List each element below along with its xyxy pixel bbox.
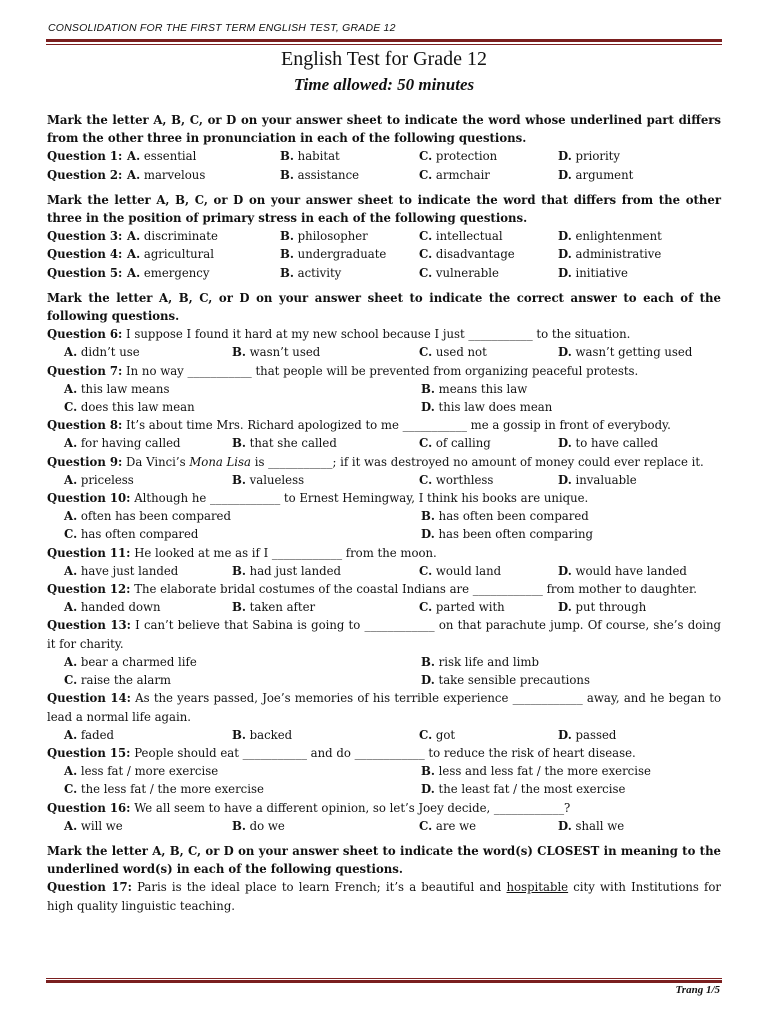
option-letter: D. (558, 818, 572, 833)
option-text: handed down (80, 600, 161, 615)
answer-option (421, 762, 721, 780)
question-stem-line (47, 544, 721, 562)
section3-questions (47, 325, 721, 835)
question-stem: It’s about time Mrs. Richard apologized to me ___________ me a gossip in front of everybody. (122, 418, 671, 433)
options-row (47, 780, 721, 798)
question-3 (47, 227, 721, 245)
option-letter: B. (232, 345, 246, 360)
option-letter: D. (558, 727, 572, 742)
option-text: activity (297, 265, 342, 280)
option-letter: B. (280, 247, 294, 262)
option-text: administrative (575, 247, 662, 262)
option-text: will we (80, 818, 123, 833)
option-text: intellectual (435, 229, 503, 244)
question-stem: The elaborate bridal costumes of the coastal Indians are ____________ from mother to daughter. (130, 582, 697, 597)
option-letter: A. (64, 654, 78, 669)
option-letter: B. (421, 654, 435, 669)
option-text: didn’t use (80, 345, 140, 360)
option-letter: B. (280, 149, 294, 164)
option-text: priority (575, 149, 620, 164)
option-text: put through (575, 600, 647, 615)
question-stem-line (47, 799, 721, 817)
answer-option (421, 653, 721, 671)
option-letter: A. (64, 381, 78, 396)
option-text: initiative (575, 265, 628, 280)
option-text: this law means (80, 381, 170, 396)
option-letter: D. (558, 600, 572, 615)
time-allowed: Time allowed: 50 minutes (293, 75, 475, 94)
option-letter: C. (419, 167, 433, 182)
answer-option (64, 671, 421, 689)
page-number: Trang 1/5 (675, 984, 720, 996)
question-stem-line (47, 325, 721, 343)
option-letter: A. (64, 509, 78, 524)
italic-title: Mona Lisa (189, 454, 252, 469)
option-text: valueless (249, 472, 305, 487)
question-17 (47, 878, 721, 914)
answer-option (232, 562, 419, 580)
option-letter: D. (558, 149, 572, 164)
option-text: protection (435, 149, 498, 164)
answer-option (232, 598, 419, 616)
option-letter: D. (558, 247, 572, 262)
question-label: Question 15: (47, 745, 131, 760)
option-letter: D. (421, 673, 435, 688)
section1-instruction: Mark the letter A, B, C, or D on your answer sheet to indicate the word whose underlined part differs from the other three in pronunciation in each of the following questions. (47, 113, 721, 146)
option-letter: A. (127, 265, 141, 280)
question-10 (47, 489, 721, 544)
question-stem: I can’t believe that Sabina is going to ____________ on that parachute jump. Of course, she’s doing it for charity. (47, 618, 721, 651)
option-text: argument (575, 167, 634, 182)
header-rule-thick (46, 39, 722, 42)
option-letter: B. (421, 764, 435, 779)
answer-option (232, 434, 419, 452)
question-label: Question 7: (47, 363, 123, 378)
option-text: this law does mean (438, 400, 553, 415)
answer-option (558, 817, 697, 835)
option-letter: D. (558, 229, 572, 244)
option-letter: C. (64, 527, 78, 542)
question-stem: As the years passed, Joe’s memories of his terrible experience ____________ away, and he began to lead a normal life again. (47, 691, 721, 724)
option-letter: C. (419, 727, 433, 742)
answer-option (232, 726, 419, 744)
question-label: Question 4: (47, 247, 123, 262)
option-text: armchair (435, 167, 490, 182)
option-text: habitat (297, 149, 340, 164)
option-letter: A. (64, 727, 78, 742)
option-text: parted with (435, 600, 505, 615)
answer-option (232, 343, 419, 361)
answer-option (558, 343, 697, 361)
option-text: that she called (249, 436, 337, 451)
section2-instruction: Mark the letter A, B, C, or D on your answer sheet to indicate the word that differs from the other three in the position of primary stress in each of the following questions. (47, 192, 721, 226)
option-letter: C. (419, 247, 433, 262)
option-letter: B. (280, 229, 294, 244)
question-4 (47, 245, 721, 263)
option-letter: C. (419, 472, 433, 487)
option-text: would land (435, 563, 502, 578)
option-letter: A. (64, 600, 78, 615)
footer-rule-thin (46, 978, 722, 979)
question-label: Question 5: (47, 265, 123, 280)
question-label: Question 1: (47, 149, 123, 164)
question-12 (47, 580, 721, 616)
option-text: has often been compared (438, 509, 589, 524)
option-text: the least fat / the most exercise (438, 782, 626, 797)
option-letter: C. (64, 782, 78, 797)
question-1 (47, 147, 721, 165)
option-text: do we (249, 818, 285, 833)
question-label: Question 14: (47, 691, 131, 706)
answer-option (419, 817, 558, 835)
options-row (47, 726, 721, 744)
answer-option (419, 598, 558, 616)
option-text: emergency (143, 265, 210, 280)
option-letter: C. (64, 400, 78, 415)
answer-option (419, 434, 558, 452)
options-row (47, 562, 721, 580)
option-letter: B. (232, 727, 246, 742)
option-text: philosopher (297, 229, 368, 244)
option-letter: D. (421, 782, 435, 797)
answer-option (419, 471, 558, 489)
question-label: Question 2: (47, 167, 123, 182)
answer-option (421, 398, 721, 416)
option-text: risk life and limb (438, 654, 539, 669)
question-stem-line (47, 580, 721, 598)
answer-option (64, 343, 232, 361)
question-11 (47, 544, 721, 580)
answer-option (232, 817, 419, 835)
question-label: Question 6: (47, 327, 123, 342)
option-text: wasn’t used (249, 345, 321, 360)
option-letter: A. (127, 167, 141, 182)
option-letter: A. (64, 563, 78, 578)
answer-option (64, 525, 421, 543)
question-label: Question 13: (47, 618, 131, 633)
answer-option (419, 343, 558, 361)
answer-option (558, 471, 697, 489)
answer-option (421, 671, 721, 689)
option-text: the less fat / the more exercise (80, 782, 264, 797)
question-label: Question 17: (47, 880, 132, 895)
option-letter: A. (64, 436, 78, 451)
option-letter: C. (419, 345, 433, 360)
option-letter: A. (64, 818, 78, 833)
options-row (47, 817, 721, 835)
options-row (47, 471, 721, 489)
answer-option (64, 726, 232, 744)
answer-option (64, 398, 421, 416)
answer-option (64, 653, 421, 671)
question-13 (47, 616, 721, 689)
option-letter: B. (232, 600, 246, 615)
question-label: Question 12: (47, 582, 131, 597)
option-text: passed (575, 727, 617, 742)
question-label: Question 3: (47, 229, 123, 244)
section3-instruction: Mark the letter A, B, C, or D on your answer sheet to indicate the correct answer to each of the following questions. (47, 290, 721, 324)
option-text: bear a charmed life (80, 654, 197, 669)
option-letter: A. (127, 229, 141, 244)
option-letter: D. (558, 265, 572, 280)
option-text: taken after (249, 600, 316, 615)
option-text: enlightenment (575, 229, 662, 244)
option-text: essential (143, 149, 197, 164)
option-text: means this law (438, 381, 528, 396)
question-label: Question 11: (47, 545, 131, 560)
option-text: have just landed (80, 563, 179, 578)
question-stem-line (47, 744, 721, 762)
option-letter: A. (127, 247, 141, 262)
option-letter: C. (419, 149, 433, 164)
option-text: vulnerable (435, 265, 499, 280)
option-letter: B. (232, 472, 246, 487)
question-15 (47, 744, 721, 799)
question-14 (47, 689, 721, 744)
question-stem-line (47, 616, 721, 652)
question-7 (47, 362, 721, 417)
question-stem: We all seem to have a different opinion, so let’s Joey decide, ____________? (130, 800, 571, 815)
options-row (47, 380, 721, 398)
answer-option (421, 525, 721, 543)
option-letter: C. (419, 265, 433, 280)
answer-option (64, 434, 232, 452)
question-9 (47, 453, 721, 489)
options-row (47, 343, 721, 361)
options-row (47, 598, 721, 616)
question-6 (47, 325, 721, 361)
option-text: used not (435, 345, 487, 360)
option-text: has often compared (80, 527, 199, 542)
option-letter: D. (421, 527, 435, 542)
question-label: Question 16: (47, 800, 131, 815)
answer-option (64, 762, 421, 780)
option-letter: D. (558, 345, 572, 360)
answer-option (558, 562, 697, 580)
section4-instruction: Mark the letter A, B, C, or D on your answer sheet to indicate the word(s) CLOSEST in meaning to the underlined word(s) in each of the following questions. (47, 843, 721, 877)
question-stem: In no way ___________ that people will be prevented from organizing peaceful protests. (122, 363, 639, 378)
option-text: wasn’t getting used (575, 345, 693, 360)
option-letter: B. (232, 436, 246, 451)
question-stem: People should eat ___________ and do ____________ to reduce the risk of heart disease. (130, 745, 636, 760)
option-letter: B. (232, 818, 246, 833)
option-text: backed (249, 727, 293, 742)
option-text: had just landed (249, 563, 342, 578)
option-letter: B. (232, 563, 246, 578)
option-letter: C. (419, 818, 433, 833)
option-letter: C. (419, 600, 433, 615)
question-stem: Da Vinci’s (122, 454, 190, 469)
answer-option (64, 780, 421, 798)
option-letter: D. (558, 436, 572, 451)
option-text: raise the alarm (80, 673, 172, 688)
options-row (47, 762, 721, 780)
options-row (47, 671, 721, 689)
question-8 (47, 416, 721, 452)
option-letter: B. (280, 265, 294, 280)
answer-option (421, 380, 721, 398)
question-label: Question 9: (47, 454, 123, 469)
option-letter: B. (280, 167, 294, 182)
underlined-word: hospitable (506, 880, 569, 895)
option-text: assistance (297, 167, 360, 182)
footer-rule-thick (46, 980, 722, 983)
option-text: invaluable (575, 472, 637, 487)
question-stem-line (47, 453, 721, 471)
answer-option (419, 562, 558, 580)
question-stem-line (47, 416, 721, 434)
question-stem: city with Institutions for high quality linguistic teaching. (47, 880, 722, 913)
option-letter: C. (64, 673, 78, 688)
question-stem: He looked at me as if I ____________ from the moon. (130, 545, 437, 560)
option-text: take sensible precautions (438, 673, 590, 688)
answer-option (558, 726, 697, 744)
option-letter: A. (64, 764, 78, 779)
question-stem: I suppose I found it hard at my new school because I just ___________ to the situation. (122, 327, 631, 342)
option-text: for having called (80, 436, 181, 451)
question-label: Question 10: (47, 491, 131, 506)
question-5 (47, 264, 721, 282)
option-letter: D. (558, 563, 572, 578)
question-stem-line (47, 689, 721, 725)
answer-option (232, 471, 419, 489)
question-stem: is ___________; if it was destroyed no amount of money could ever replace it. (251, 454, 704, 469)
question-stem-line (47, 362, 721, 380)
option-text: disadvantage (435, 247, 515, 262)
option-letter: D. (421, 400, 435, 415)
answer-option (64, 471, 232, 489)
question-16 (47, 799, 721, 835)
option-text: are we (435, 818, 476, 833)
option-text: of calling (435, 436, 491, 451)
question-stem: Paris is the ideal place to learn French; it’s a beautiful and (131, 880, 507, 895)
options-row (47, 434, 721, 452)
option-letter: A. (64, 345, 78, 360)
answer-option (419, 726, 558, 744)
options-row (47, 525, 721, 543)
option-text: marvelous (143, 167, 206, 182)
option-letter: A. (127, 149, 141, 164)
option-letter: D. (558, 472, 572, 487)
header-rule-thin (46, 44, 722, 45)
option-letter: D. (558, 167, 572, 182)
options-row (47, 398, 721, 416)
option-text: undergraduate (297, 247, 387, 262)
option-text: less fat / more exercise (80, 764, 219, 779)
question-stem: Although he ____________ to Ernest Hemingway, I think his books are unique. (130, 491, 589, 506)
option-letter: C. (419, 563, 433, 578)
option-text: does this law mean (80, 400, 195, 415)
option-text: agricultural (143, 247, 214, 262)
answer-option (64, 562, 232, 580)
option-text: worthless (435, 472, 494, 487)
answer-option (558, 598, 697, 616)
option-text: got (435, 727, 456, 742)
answer-option (421, 507, 721, 525)
question-label: Question 8: (47, 418, 123, 433)
answer-option (64, 380, 421, 398)
options-row (47, 507, 721, 525)
option-text: to have called (575, 436, 659, 451)
answer-option (64, 598, 232, 616)
page-title: English Test for Grade 12 (281, 48, 487, 70)
option-text: has been often comparing (438, 527, 593, 542)
answer-option (558, 434, 697, 452)
answer-option (64, 507, 421, 525)
answer-option (421, 780, 721, 798)
option-text: shall we (575, 818, 625, 833)
options-row (47, 653, 721, 671)
option-text: often has been compared (80, 509, 231, 524)
option-letter: B. (421, 509, 435, 524)
option-text: would have landed (575, 563, 687, 578)
option-text: discriminate (143, 229, 218, 244)
question-2 (47, 166, 721, 184)
test-content (47, 111, 721, 915)
option-letter: B. (421, 381, 435, 396)
option-text: faded (80, 727, 115, 742)
option-text: priceless (80, 472, 134, 487)
question-stem-line (47, 489, 721, 507)
running-header: CONSOLIDATION FOR THE FIRST TERM ENGLISH TEST, GRADE 12 (48, 22, 396, 34)
option-letter: C. (419, 436, 433, 451)
answer-option (64, 817, 232, 835)
option-letter: C. (419, 229, 433, 244)
option-letter: A. (64, 472, 78, 487)
option-text: less and less fat / the more exercise (438, 764, 651, 779)
